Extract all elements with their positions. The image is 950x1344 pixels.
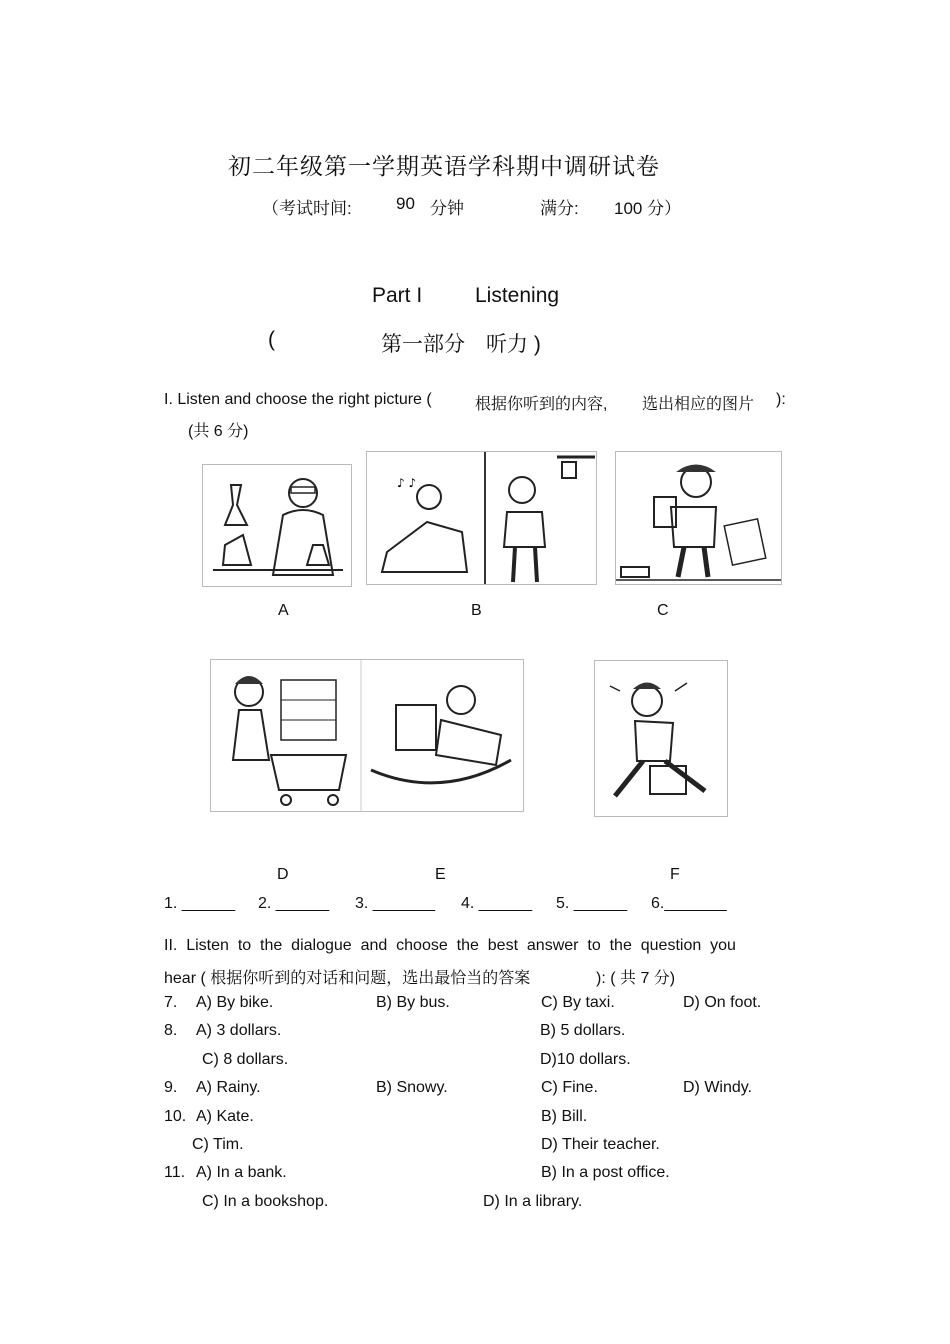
part-name: Part I [372,284,423,307]
picture-f-label: F [670,866,680,883]
section1-instruction-cn2: 选出相应的图片 [642,396,755,413]
question-10-option-d[interactable]: D) Their teacher. [541,1136,660,1153]
time-unit: 分钟 [430,199,464,218]
picture-b [366,451,597,585]
question-10-option-a[interactable]: A) Kate. [196,1108,254,1125]
relaxing-and-bus-icon [367,452,596,584]
section2-instruction-2: hear ( 根据你听到的对话和问题，选出最恰当的答案 [164,970,531,987]
part-paren: ( [268,328,275,351]
question-7-option-c[interactable]: C) By taxi. [541,994,615,1011]
exam-title: 初二年级第一学期英语学科期中调研试卷 [228,153,660,179]
part-subject: Listening [475,284,560,307]
picture-b-label: B [471,602,482,619]
question-9-number: 9. [164,1079,178,1096]
running-man-icon [595,661,727,816]
question-8-option-c[interactable]: C) 8 dollars. [202,1051,289,1068]
question-7-option-a[interactable]: A) By bike. [196,994,274,1011]
picture-a [202,464,352,587]
score-label: 满分: [540,199,579,218]
picture-d-label: D [277,866,289,883]
question-8-option-b[interactable]: B) 5 dollars. [540,1022,626,1039]
part-name-cn: 第一部分 听力 ) [381,333,541,356]
question-7-number: 7. [164,994,178,1011]
question-8-number: 8. [164,1022,178,1039]
time-value: 90 [396,194,415,213]
picture-c [615,451,782,585]
picture-d-e [210,659,524,812]
question-8-option-d[interactable]: D)10 dollars. [540,1051,631,1068]
answer-blank-3[interactable]: 3. _______ [355,895,436,912]
section1-instruction-end: ): [776,391,786,408]
answer-blank-4[interactable]: 4. ______ [461,895,533,912]
picture-f [594,660,728,817]
question-9-option-b[interactable]: B) Snowy. [376,1079,448,1096]
question-10-number: 10. [164,1108,187,1125]
question-11-number: 11. [164,1164,186,1181]
question-8-option-a[interactable]: A) 3 dollars. [196,1022,282,1039]
score-value: 100 分） [614,199,682,218]
question-10-option-c[interactable]: C) Tim. [192,1136,244,1153]
question-11-option-a[interactable]: A) In a bank. [196,1164,287,1181]
time-label: （考试时间: [262,199,352,218]
question-9-option-d[interactable]: D) Windy. [683,1079,753,1096]
answer-blank-6[interactable]: 6._______ [651,895,727,912]
picture-a-label: A [278,602,289,619]
answer-blank-5[interactable]: 5. ______ [556,895,628,912]
section2-instruction: II. Listen to the dialogue and choose the best answer to the question you [164,937,736,954]
section1-instruction: I. Listen and choose the right picture ( [164,391,432,408]
question-11-option-b[interactable]: B) In a post office. [541,1164,670,1181]
answer-blank-1[interactable]: 1. ______ [164,895,236,912]
question-11-option-c[interactable]: C) In a bookshop. [202,1193,329,1210]
worried-student-icon [616,452,781,584]
question-9-option-c[interactable]: C) Fine. [541,1079,598,1096]
section1-points: (共 6 分) [188,423,249,440]
picture-c-label: C [657,602,669,619]
picture-e-label: E [435,866,446,883]
question-11-option-d[interactable]: D) In a library. [483,1193,583,1210]
question-9-option-a[interactable]: A) Rainy. [196,1079,261,1096]
section2-points: ): ( 共 7 分) [596,970,676,987]
section1-instruction-cn: 根据你听到的内容, [475,396,608,413]
svg-text:♪ ♪: ♪ ♪ [397,476,417,490]
scientist-lab-icon [203,465,351,586]
shopping-and-reading-icon [211,660,523,811]
question-7-option-b[interactable]: B) By bus. [376,994,450,1011]
question-10-option-b[interactable]: B) Bill. [541,1108,588,1125]
answer-blank-2[interactable]: 2. ______ [258,895,330,912]
question-7-option-d[interactable]: D) On foot. [683,994,762,1011]
